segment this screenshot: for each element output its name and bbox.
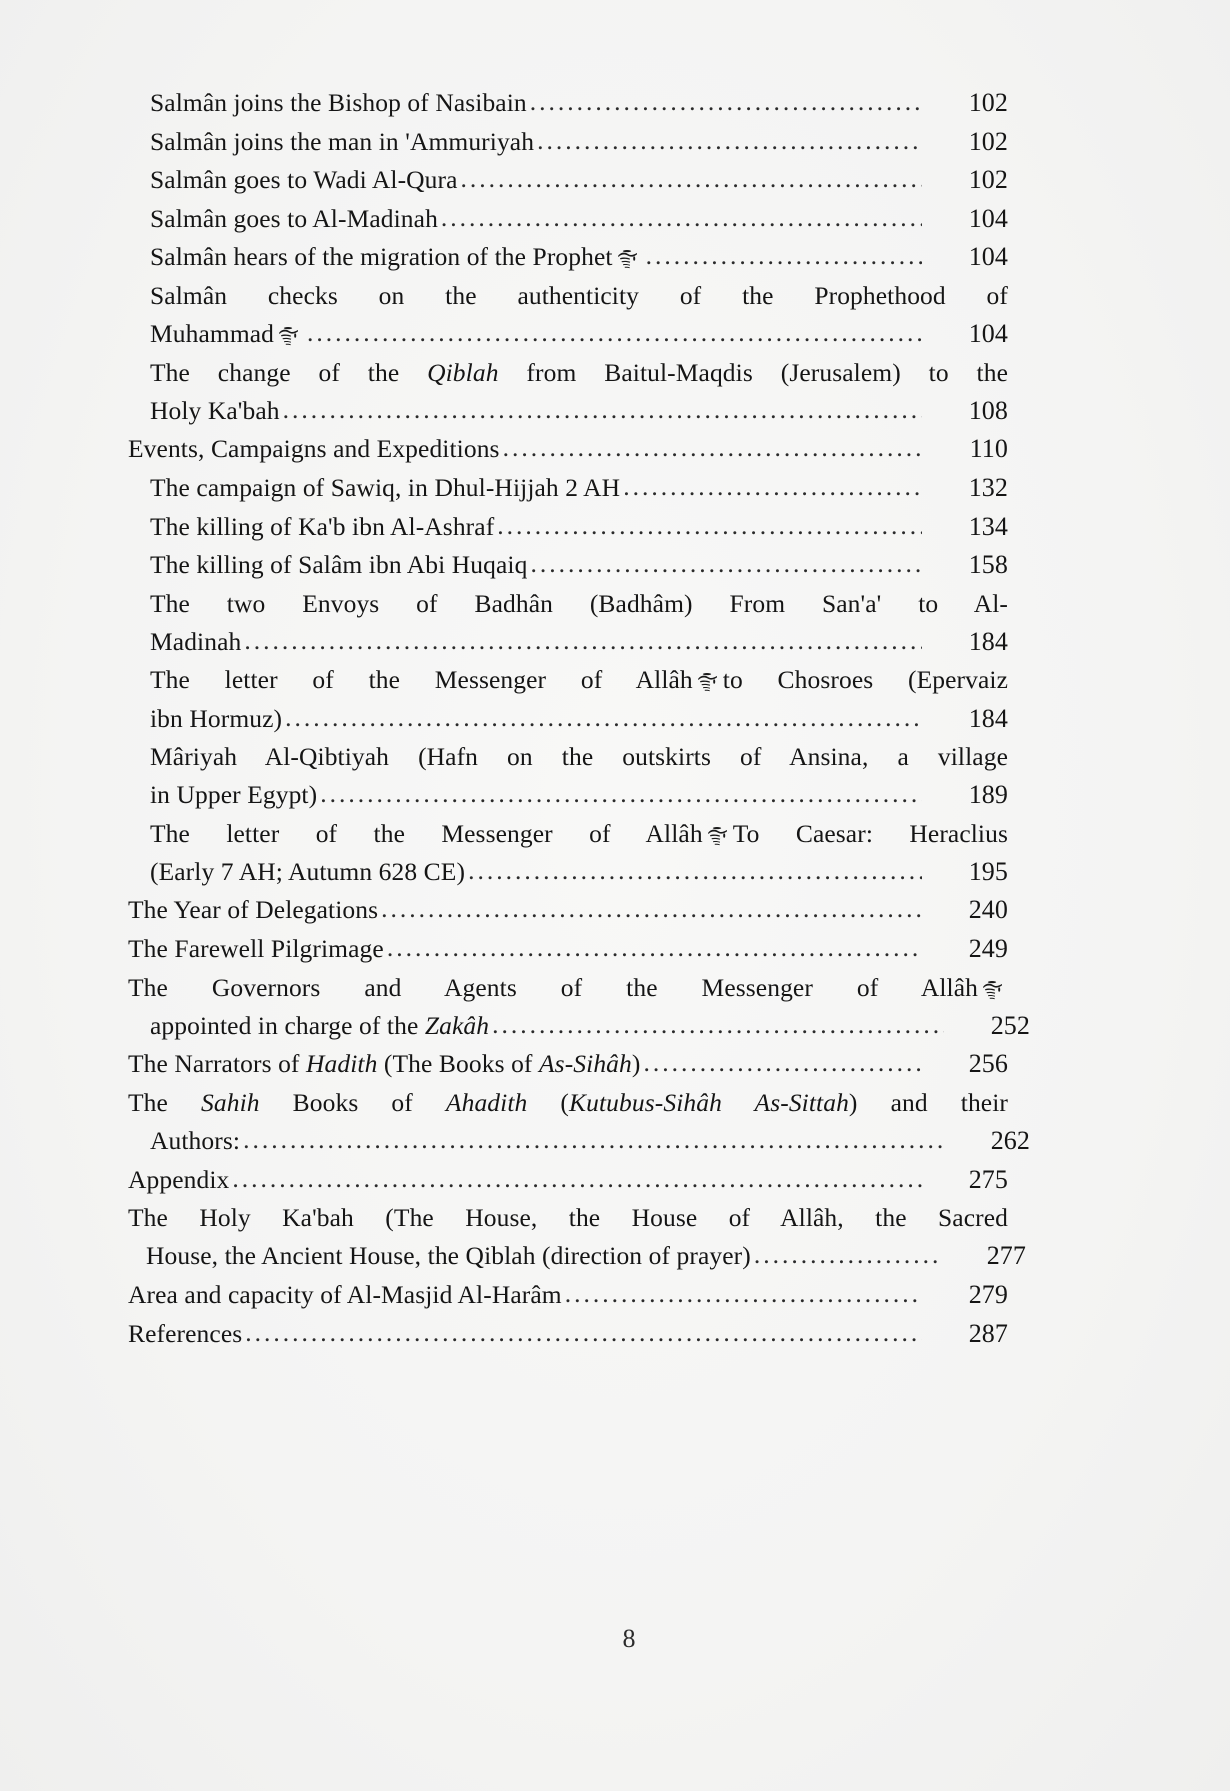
toc-entry[interactable]	[150, 738, 1008, 814]
toc-entry-title: Appendix	[128, 1164, 230, 1194]
toc-entry-title: The campaign of Sawiq, in Dhul-Hijjah 2 AH	[150, 472, 621, 502]
toc-page-number: 134	[968, 511, 1008, 541]
leader-dots	[623, 468, 922, 506]
italic-term: Qiblah	[427, 357, 499, 387]
folio-number: 8	[622, 1624, 636, 1653]
toc-page-number: 252	[990, 1010, 1030, 1040]
table-of-contents	[128, 84, 1030, 1353]
toc-entry[interactable]	[150, 546, 1008, 584]
toc-entry-title: Salmân goes to Al-Madinah	[150, 203, 438, 233]
toc-page-number: 262	[990, 1126, 1030, 1156]
leader-dots	[492, 1006, 944, 1044]
toc-entry-title: Salmân goes to Wadi Al-Qura	[150, 165, 458, 195]
toc-entry-title-line: in Upper Egypt)	[150, 780, 318, 810]
toc-entry-title: Salmân joins the Bishop of Nasibain	[150, 88, 527, 117]
toc-entry[interactable]	[128, 1045, 1008, 1083]
toc-page-number: 279	[968, 1279, 1008, 1309]
toc-entry-title: The killing of Salâm ibn Abi Huqaiq	[150, 550, 528, 580]
toc-entry[interactable]	[150, 238, 1008, 276]
leader-dots	[643, 1044, 922, 1082]
toc-page-number: 256	[968, 1049, 1008, 1079]
leader-dots	[244, 622, 922, 660]
toc-entry-title-line: Holy Ka'bah	[150, 395, 280, 425]
leader-dots	[387, 929, 922, 967]
leader-dots	[565, 1275, 922, 1313]
toc-entry-title-line: Salmân checks on the authenticity of the Prophethood of	[150, 280, 1008, 310]
toc-page-number: 108	[968, 395, 1008, 425]
toc-entry-title-line: Madinah	[150, 626, 242, 656]
leader-dots	[285, 699, 922, 737]
toc-entry-title-line: The Governors and Agents of the Messenger of Allâh	[128, 969, 1008, 1007]
toc-entry-title-line: The two Envoys of Badhân (Badhâm) From San'a' to Al-	[150, 588, 1008, 618]
toc-entry-title: Area and capacity of Al-Masjid Al-Harâm	[128, 1279, 562, 1309]
toc-entry-title-line: The letter of the Messenger of Allâh to Chosroes (Epervaiz	[150, 665, 1008, 695]
italic-term: Hadith	[306, 1049, 378, 1079]
toc-entry[interactable]	[150, 123, 1008, 161]
leader-dots	[283, 391, 922, 429]
toc-entry[interactable]	[128, 930, 1008, 968]
toc-entry[interactable]	[128, 1276, 1008, 1314]
italic-term: Kutubus-Sihâh As-Sittah	[569, 1087, 849, 1117]
toc-entry-title: The Farewell Pilgrimage	[128, 934, 384, 964]
salla-allahu-alayhi-wasallam-icon	[705, 824, 731, 848]
toc-page-number: 240	[968, 895, 1008, 925]
toc-page-number: 104	[968, 242, 1008, 272]
toc-entry-title-line: The Sahih Books of Ahadith (Kutubus-Sihâh As-Sittah) and their	[128, 1087, 1008, 1117]
toc-entry-title-line: House, the Ancient House, the Qiblah (direction of prayer)	[146, 1241, 751, 1271]
toc-entry[interactable]	[150, 200, 1008, 238]
salla-allahu-alayhi-wasallam-icon	[980, 978, 1006, 1002]
leader-dots	[381, 890, 922, 928]
toc-page-number: 249	[968, 934, 1008, 964]
toc-entry-title-line: Mâriyah Al-Qibtiyah (Hafn on the outskirts of Ansina, a village	[150, 742, 1008, 772]
toc-entry[interactable]	[150, 84, 1008, 122]
salla-allahu-alayhi-wasallam-icon	[276, 324, 302, 348]
toc-entry-title: The Narrators of Hadith (The Books of As-Sihâh)	[128, 1049, 641, 1079]
toc-entry-title: The killing of Ka'b ibn Al-Ashraf	[150, 511, 495, 541]
leader-dots	[537, 122, 922, 160]
toc-entry[interactable]	[128, 891, 1008, 929]
toc-page-number: 195	[968, 856, 1008, 886]
toc-entry[interactable]	[128, 1084, 1030, 1160]
leader-dots	[530, 83, 922, 121]
italic-term: Zakâh	[424, 1010, 490, 1040]
leader-dots	[646, 237, 922, 275]
toc-entry[interactable]	[128, 1315, 1008, 1353]
toc-entry-title-line: The letter of the Messenger of Allâh To Caesar: Heraclius	[150, 818, 1008, 848]
italic-term: Sahih	[201, 1087, 260, 1117]
toc-entry[interactable]	[150, 508, 1008, 546]
leader-dots	[243, 1121, 944, 1159]
leader-dots	[497, 507, 922, 545]
toc-page-number: 189	[968, 780, 1008, 810]
toc-entry[interactable]	[150, 815, 1008, 891]
toc-page-number: 158	[968, 550, 1008, 580]
italic-term: Ahadith	[445, 1087, 528, 1117]
leader-dots	[245, 1314, 922, 1352]
toc-entry-title-line: Muhammad	[150, 315, 304, 353]
toc-page-number: 184	[968, 626, 1008, 656]
leader-dots	[503, 429, 922, 467]
toc-entry[interactable]	[150, 277, 1008, 353]
toc-entry-title: Salmân joins the man in 'Ammuriyah	[150, 126, 535, 156]
toc-entry-title: Events, Campaigns and Expeditions	[128, 434, 500, 464]
toc-entry[interactable]	[128, 430, 1008, 468]
toc-entry[interactable]	[150, 585, 1008, 661]
salla-allahu-alayhi-wasallam-icon	[695, 670, 721, 694]
toc-entry[interactable]	[150, 469, 1008, 507]
toc-entry-title-line: (Early 7 AH; Autumn 628 CE)	[150, 856, 466, 886]
leader-dots	[232, 1160, 922, 1198]
leader-dots	[307, 314, 922, 352]
toc-entry[interactable]	[150, 354, 1008, 430]
toc-entry-title-line: The change of the Qiblah from Baitul-Maqdis (Jerusalem) to the	[150, 357, 1008, 387]
toc-entry[interactable]	[128, 1199, 1026, 1275]
leader-dots	[754, 1236, 940, 1274]
toc-entry-title: References	[128, 1318, 243, 1348]
toc-page-number: 132	[968, 472, 1008, 502]
toc-page-number: 102	[968, 165, 1008, 195]
salla-allahu-alayhi-wasallam-icon	[615, 247, 641, 271]
leader-dots	[530, 545, 922, 583]
toc-entry-title-line: appointed in charge of the Zakâh	[150, 1010, 490, 1040]
toc-page-number: 104	[968, 319, 1008, 349]
toc-page-number: 275	[968, 1164, 1008, 1194]
page-footer	[0, 1624, 1230, 1654]
toc-entry[interactable]	[150, 161, 1008, 199]
toc-page-number: 184	[968, 703, 1008, 733]
leader-dots	[320, 775, 922, 813]
toc-entry-title-line: ibn Hormuz)	[150, 703, 283, 733]
toc-entry[interactable]	[128, 1161, 1008, 1199]
toc-entry-title: The Year of Delegations	[128, 895, 379, 925]
leader-dots	[461, 160, 922, 198]
toc-entry-title: Salmân hears of the migration of the Prophet	[150, 238, 643, 276]
toc-page-number: 277	[986, 1241, 1026, 1271]
toc-entry-title-line: The Holy Ka'bah (The House, the House of Allâh, the Sacred	[128, 1203, 1008, 1233]
toc-page-number: 102	[968, 126, 1008, 156]
leader-dots	[441, 199, 922, 237]
toc-entry-title-line: Authors:	[150, 1126, 241, 1156]
toc-page-number: 104	[968, 203, 1008, 233]
leader-dots	[468, 852, 922, 890]
toc-entry[interactable]	[150, 661, 1008, 737]
italic-term: As-Sihâh	[539, 1049, 632, 1079]
toc-page-number: 287	[968, 1318, 1008, 1348]
toc-page-number: 102	[968, 88, 1008, 117]
toc-page-number: 110	[969, 434, 1008, 464]
toc-entry[interactable]	[128, 969, 1030, 1045]
